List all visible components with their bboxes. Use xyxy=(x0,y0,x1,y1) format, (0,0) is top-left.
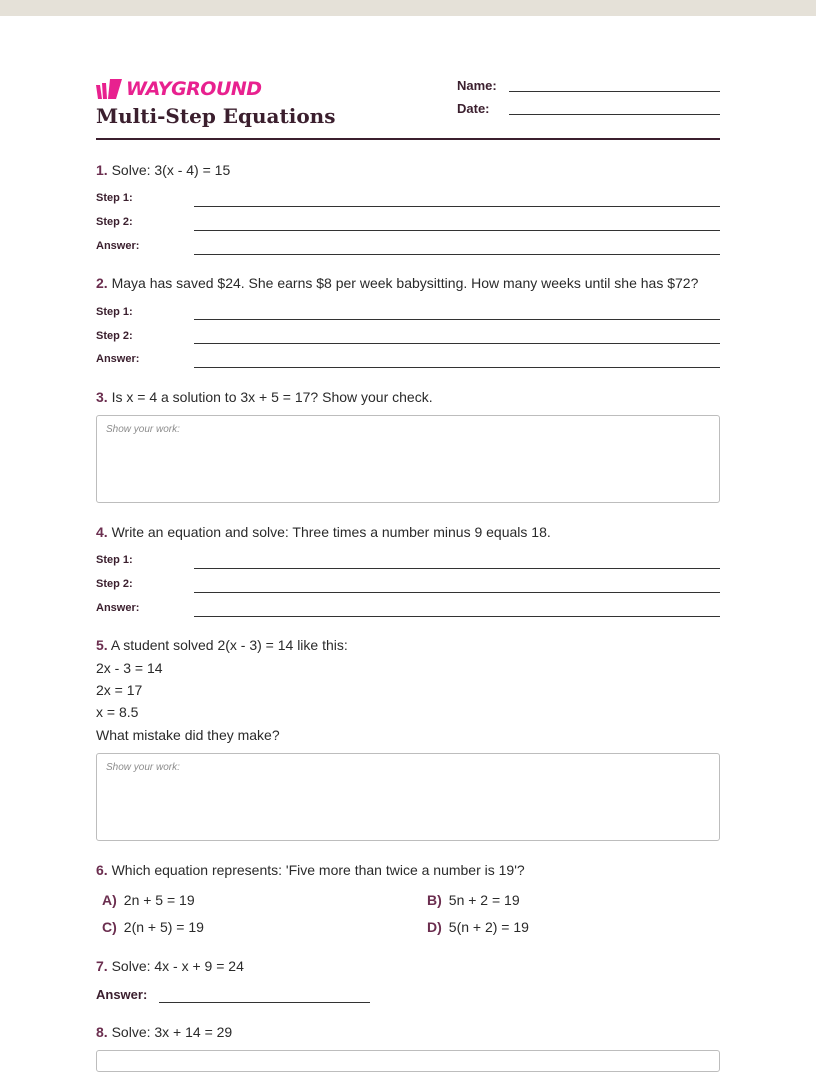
brand-logo xyxy=(96,79,262,99)
student-work-line-3: x = 8.5 xyxy=(96,704,139,720)
wayground-logo-icon xyxy=(96,79,122,99)
option-text: 2n + 5 = 19 xyxy=(123,892,195,908)
answer-label: Answer: xyxy=(96,240,140,252)
question-text: Is x = 4 a solution to 3x + 5 = 17? Show your check. xyxy=(111,389,433,405)
question-text: Solve: 3(x - 4) = 15 xyxy=(111,162,231,178)
question-number: 8. xyxy=(96,1024,108,1040)
step-1-label: Step 1: xyxy=(96,192,133,204)
answer-label: Answer: xyxy=(96,987,148,1002)
question-number: 2. xyxy=(96,275,108,291)
question-4 xyxy=(96,524,551,540)
question-number: 4. xyxy=(96,524,108,540)
work-box[interactable] xyxy=(96,753,720,841)
question-7 xyxy=(96,958,244,974)
step-1-line[interactable] xyxy=(194,568,720,569)
student-work-line-1: 2x - 3 = 14 xyxy=(96,660,163,676)
question-6 xyxy=(96,862,525,878)
option-text: 5n + 2 = 19 xyxy=(448,892,520,908)
question-5 xyxy=(96,637,348,653)
question-number: 6. xyxy=(96,862,108,878)
question-text: Which equation represents: 'Five more than twice a number is 19'? xyxy=(111,862,525,878)
step-2-line[interactable] xyxy=(194,343,720,344)
answer-line[interactable] xyxy=(159,1002,370,1003)
question-text: Maya has saved $24. She earns $8 per week babysitting. How many weeks until she has $72? xyxy=(111,275,699,291)
step-1-label: Step 1: xyxy=(96,306,133,318)
name-label: Name: xyxy=(457,78,497,93)
header-divider xyxy=(96,138,720,140)
question-2 xyxy=(96,275,698,291)
answer-line[interactable] xyxy=(194,616,720,617)
answer-line[interactable] xyxy=(194,367,720,368)
question-3 xyxy=(96,389,433,405)
question-8 xyxy=(96,1024,232,1040)
question-text: Solve: 4x - x + 9 = 24 xyxy=(111,958,244,974)
name-field[interactable] xyxy=(509,91,720,92)
question-text: Solve: 3x + 14 = 29 xyxy=(111,1024,233,1040)
question-number: 1. xyxy=(96,162,108,178)
step-1-line[interactable] xyxy=(194,206,720,207)
option-text: 2(n + 5) = 19 xyxy=(123,919,204,935)
option-letter: D) xyxy=(427,919,442,935)
step-2-line[interactable] xyxy=(194,592,720,593)
step-1-label: Step 1: xyxy=(96,554,133,566)
step-2-label: Step 2: xyxy=(96,578,133,590)
option-b[interactable] xyxy=(427,892,520,908)
option-letter: A) xyxy=(102,892,117,908)
date-field[interactable] xyxy=(509,114,720,115)
brand-name: WAYGROUND xyxy=(126,78,262,100)
option-d[interactable] xyxy=(427,919,529,935)
step-2-line[interactable] xyxy=(194,230,720,231)
question-number: 5. xyxy=(96,637,108,653)
question-1 xyxy=(96,162,230,178)
browser-top-bar xyxy=(0,0,816,16)
answer-label: Answer: xyxy=(96,602,140,614)
question-number: 7. xyxy=(96,958,108,974)
work-placeholder: Show your work: xyxy=(106,762,180,773)
option-letter: C) xyxy=(102,919,117,935)
step-1-line[interactable] xyxy=(194,319,720,320)
answer-label: Answer: xyxy=(96,353,140,365)
step-2-label: Step 2: xyxy=(96,216,133,228)
work-box[interactable] xyxy=(96,415,720,503)
date-label: Date: xyxy=(457,101,490,116)
step-2-label: Step 2: xyxy=(96,330,133,342)
option-c[interactable] xyxy=(102,919,204,935)
question-text: Write an equation and solve: Three times a number minus 9 equals 18. xyxy=(111,524,551,540)
work-placeholder: Show your work: xyxy=(106,424,180,435)
option-letter: B) xyxy=(427,892,442,908)
answer-line[interactable] xyxy=(194,254,720,255)
question-number: 3. xyxy=(96,389,108,405)
student-work-line-2: 2x = 17 xyxy=(96,682,143,698)
work-box[interactable] xyxy=(96,1050,720,1072)
question-text: A student solved 2(x - 3) = 14 like this: xyxy=(110,637,348,653)
worksheet-title: Multi-Step Equations xyxy=(96,104,336,128)
option-text: 5(n + 2) = 19 xyxy=(448,919,529,935)
option-a[interactable] xyxy=(102,892,195,908)
question-followup: What mistake did they make? xyxy=(96,727,280,743)
